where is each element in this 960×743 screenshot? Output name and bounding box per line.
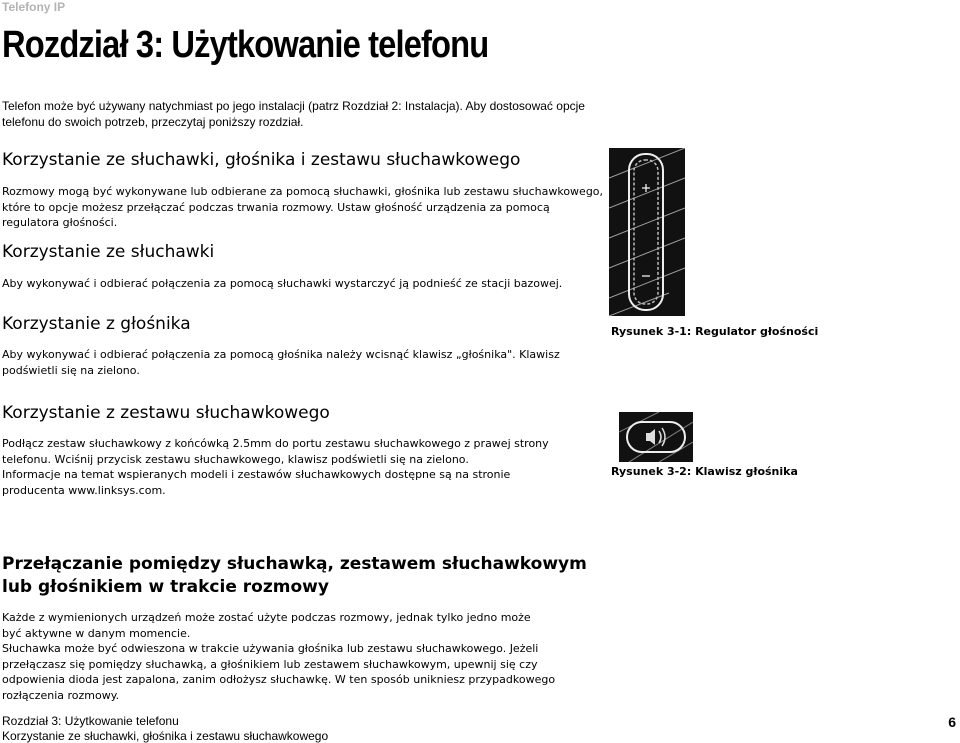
intro-paragraph [2,98,602,130]
section-body-speaker [2,347,560,378]
page-number: 6 [948,714,956,730]
body-line: Rozmowy mogą być wykonywane lub odbierane za pomocą słuchawki, głośnika lub zestawu słuchawkowego, [2,185,604,198]
section-body-main [2,184,603,231]
volume-regulator-graphic [609,148,685,316]
body-line: producenta www.linksys.com. [2,483,166,497]
body-line: odpowienia dioda jest zapalona, zanim odłożysz słuchawkę. W ten sposób unikniesz przypadkowego [2,673,556,686]
intro-line: Telefon może być używany natychmiast po jego instalacji (patrz Rozdział 2: Instalacja). Aby dostosować opcje [2,99,585,113]
heading-line: Przełączanie pomiędzy słuchawką, zestawem słuchawkowym [2,554,587,574]
figure-caption-speaker: Rysunek 3-2: Klawisz głośnika [611,465,798,478]
body-line: Podłącz zestaw słuchawkowy z końcówką 2.5mm do portu zestawu słuchawkowego z prawej strony [2,437,549,450]
body-line: które to opcje możesz przełączać podczas trwania rozmowy. Ustaw głośność urządzenia za pomocą [2,200,550,214]
body-line: podświetli się na zielono. [2,363,140,377]
body-line: Słuchawka może być odwieszona w trakcie używania głośnika lub zestawu słuchawkowego. Jeżeli [2,642,539,655]
section-heading-switching [2,553,587,599]
footer-chapter: Rozdział 3: Użytkowanie telefonu [2,714,179,728]
section-body-switching [2,610,555,703]
speaker-key-graphic [619,412,693,462]
body-line: regulatora głośności. [2,216,118,229]
footer-section: Korzystanie ze słuchawki, głośnika i zestawu słuchawkowego [2,729,329,743]
body-line: Aby wykonywać i odbierać połączenia za pomocą głośnika należy wcisnąć klawisz „głośnika". Klawisz [2,348,560,361]
figure-caption-volume: Rysunek 3-1: Regulator głośności [611,325,819,338]
section-heading-handset: Korzystanie ze słuchawki [2,242,215,262]
body-line: przełączasz się pomiędzy słuchawką, a głośnikiem lub zestawem słuchawkowym, upewnij się czy [2,657,538,671]
body-line: być aktywne w danym momencie. [2,626,191,640]
speaker-key-image [619,412,693,462]
section-body-headset [2,436,549,498]
section-heading-headset: Korzystanie z zestawu słuchawkowego [2,403,330,423]
section-heading-main: Korzystanie ze słuchawki, głośnika i zestawu słuchawkowego [2,150,521,170]
body-line: Informacje na temat wspieranych modeli i zestawów słuchawkowych dostępne są na stronie [2,468,511,481]
section-body-handset [2,276,562,292]
body-line: Każde z wymienionych urządzeń może zostać użyte podczas rozmowy, jednak tylko jedno może [2,611,531,624]
body-line: rozłączenia rozmowy. [2,688,120,702]
heading-line: lub głośnikiem w trakcie rozmowy [2,577,329,597]
volume-regulator-image [609,148,685,316]
running-header: Telefony IP [2,0,66,14]
intro-line: telefonu do swoich potrzeb, przeczytaj poniższy rozdział. [2,115,304,129]
body-line: Aby wykonywać i odbierać połączenia za pomocą słuchawki wystarczyć ją podnieść ze stacji bazowej. [2,277,563,290]
section-heading-speaker: Korzystanie z głośnika [2,314,191,334]
body-line: telefonu. Wciśnij przycisk zestawu słuchawkowego, klawisz podświetli się na zielono. [2,452,469,466]
chapter-title: Rozdział 3: Użytkowanie telefonu [2,24,489,66]
